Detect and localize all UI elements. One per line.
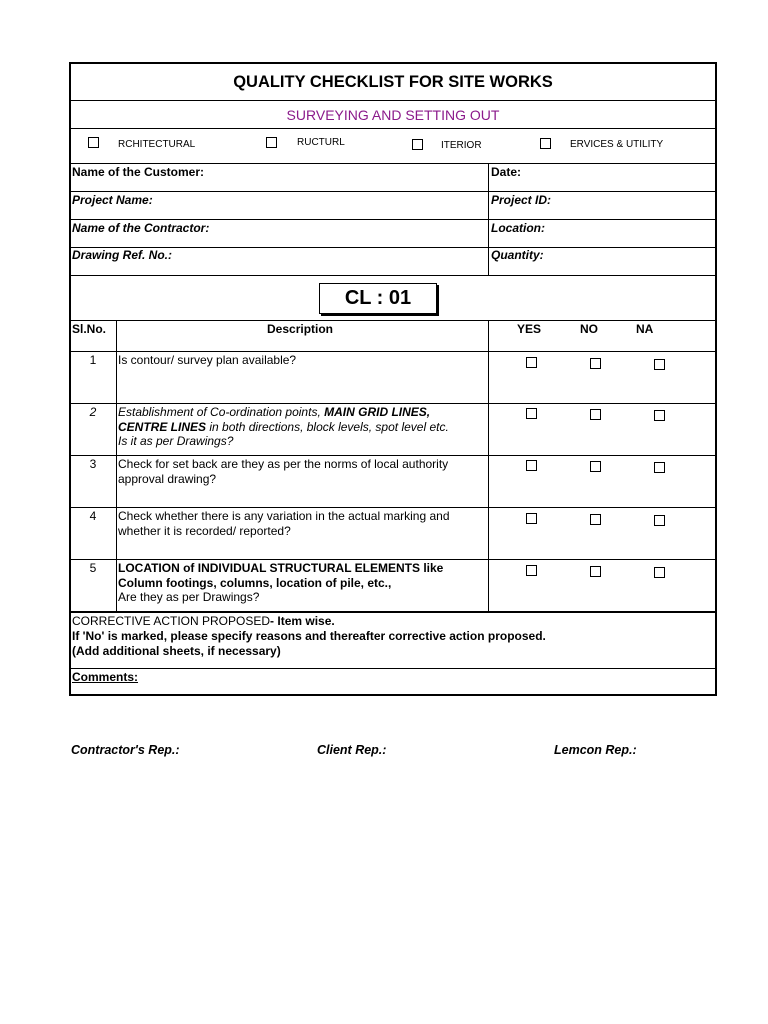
no-checkbox[interactable] [590,566,601,577]
interior-checkbox[interactable] [412,139,423,150]
divider [71,219,715,220]
item-description [118,509,488,538]
no-checkbox[interactable] [590,461,601,472]
na-checkbox[interactable] [654,462,665,473]
services-utility-label: ERVICES & UTILITY [570,139,664,150]
corrective-action-note: (Add additional sheets, if necessary) [72,644,281,658]
divider [71,403,715,404]
item-text: approval drawing? [118,471,217,486]
na-checkbox[interactable] [654,515,665,526]
contractor-label: Name of the Contractor: [72,221,210,235]
divider [71,163,715,164]
yes-header: YES [517,322,542,336]
corrective-action-instruction: If 'No' is marked, please specify reasons and thereafter corrective action proposed. [72,629,546,643]
yes-checkbox[interactable] [526,513,537,524]
divider [71,559,715,560]
comments-label: Comments: [72,670,139,684]
checklist-code: CL : 01 [319,283,437,314]
location-label: Location: [491,221,545,235]
quantity-label: Quantity: [491,248,544,262]
na-checkbox[interactable] [654,359,665,370]
na-checkbox[interactable] [654,567,665,578]
lemcon-rep-label: Lemcon Rep.: [554,743,637,757]
corrective-action-line [72,614,335,629]
item-text-bold: CENTRE LINES [118,419,207,434]
yes-checkbox[interactable] [526,460,537,471]
checklist-form [69,62,717,696]
item-text: whether it is recorded/ reported? [118,523,291,538]
structural-label: RUCTURL [297,137,345,148]
item-number: 4 [89,509,97,523]
divider [71,191,715,192]
sl-no-header: Sl.No. [72,322,107,336]
no-checkbox[interactable] [590,514,601,525]
divider [71,507,715,508]
item-text-bold: MAIN GRID LINES, [324,405,431,419]
corrective-action-title: CORRECTIVE ACTION PROPOSED [72,614,271,628]
project-name-label: Project Name: [72,193,153,207]
divider [71,128,715,129]
drawing-ref-label: Drawing Ref. No.: [72,248,173,262]
na-checkbox[interactable] [654,410,665,421]
divider [71,275,715,276]
item-number: 3 [89,457,97,471]
item-text: Check for set back are they as per the norms of local authority [118,457,449,471]
client-rep-label: Client Rep.: [317,743,387,757]
yes-checkbox[interactable] [526,408,537,419]
architectural-checkbox[interactable] [88,137,99,148]
divider [71,611,715,613]
form-subtitle: SURVEYING AND SETTING OUT [286,106,500,123]
item-text-bold: LOCATION of INDIVIDUAL STRUCTURAL ELEMENTS like [118,561,444,575]
services-utility-checkbox[interactable] [540,138,551,149]
no-checkbox[interactable] [590,358,601,369]
architectural-label: RCHITECTURAL [118,139,196,150]
item-text: Is it as per Drawings? [118,434,234,448]
yes-checkbox[interactable] [526,357,537,368]
form-title: QUALITY CHECKLIST FOR SITE WORKS [233,72,553,91]
na-header: NA [636,322,654,336]
item-text: in both directions, block levels, spot level etc. [206,419,449,434]
item-text: Is contour/ survey plan available? [118,353,297,367]
table-column-divider [488,320,489,612]
customer-label: Name of the Customer: [72,165,205,179]
item-number: 1 [89,353,97,367]
item-description [118,353,488,368]
item-text: Check whether there is any variation in the actual marking and [118,509,450,523]
project-id-label: Project ID: [491,193,552,207]
interior-label: ITERIOR [441,140,482,151]
divider [71,351,715,352]
item-text-bold: Column footings, columns, location of pile, etc., [118,575,392,590]
no-checkbox[interactable] [590,409,601,420]
divider [71,320,715,321]
item-description [118,405,488,449]
divider [71,455,715,456]
item-text: Are they as per Drawings? [118,590,260,604]
item-text: Establishment of Co-ordination points, [118,405,325,419]
table-column-divider [116,320,117,612]
divider [71,668,715,669]
structural-checkbox[interactable] [266,137,277,148]
contractor-rep-label: Contractor's Rep.: [71,743,180,757]
item-description [118,457,488,486]
yes-checkbox[interactable] [526,565,537,576]
date-label: Date: [491,165,522,179]
no-header: NO [580,322,598,336]
description-header: Description [267,322,334,336]
item-number: 2 [89,405,97,419]
corrective-action-suffix: - Item wise. [270,614,335,628]
item-description [118,561,488,605]
item-number: 5 [89,561,97,575]
